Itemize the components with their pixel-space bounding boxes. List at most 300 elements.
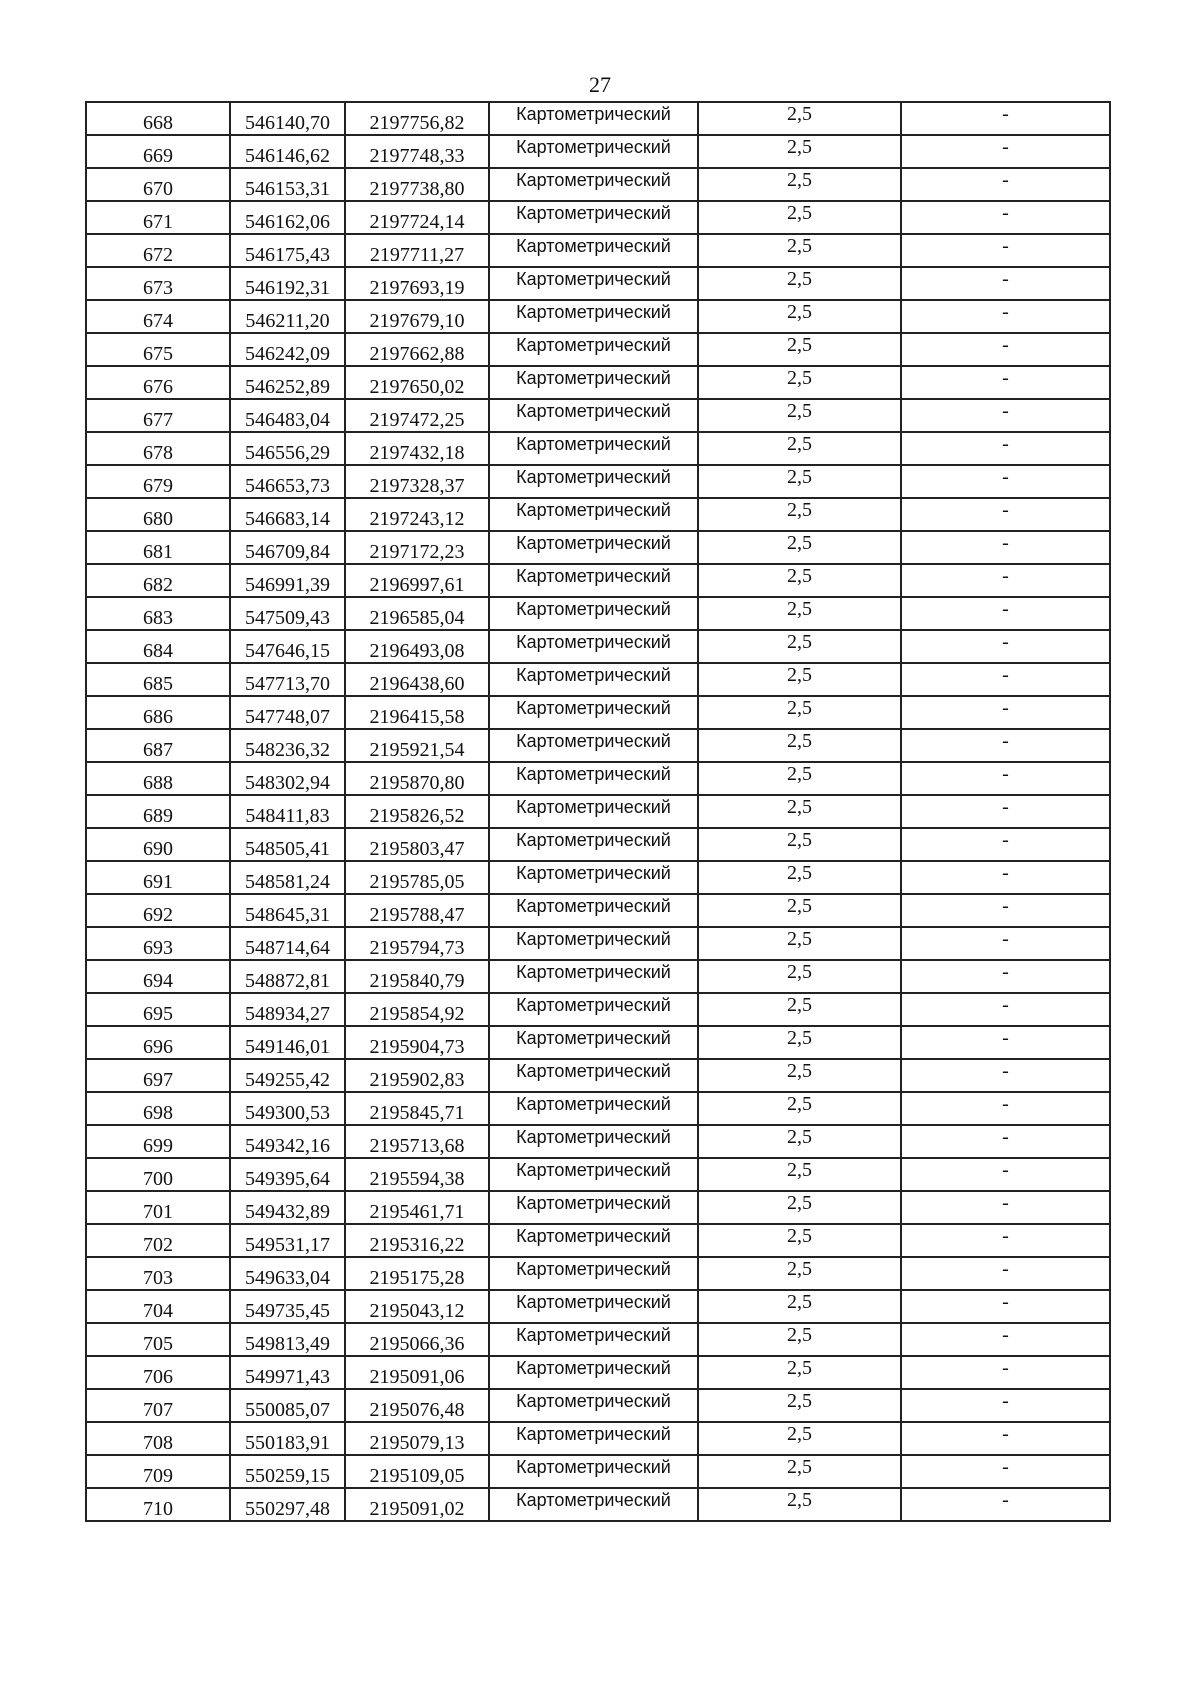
description-cell: - xyxy=(901,894,1110,927)
point-number-cell: 704 xyxy=(86,1290,230,1323)
table-row xyxy=(86,1092,1110,1125)
table-row xyxy=(86,630,1110,663)
x-coordinate-cell: 548505,41 xyxy=(230,828,345,861)
method-cell: Картометрический xyxy=(489,1356,698,1389)
method-cell: Картометрический xyxy=(489,894,698,927)
description-cell: - xyxy=(901,927,1110,960)
method-cell: Картометрический xyxy=(489,696,698,729)
method-cell: Картометрический xyxy=(489,1257,698,1290)
x-coordinate-cell: 546556,29 xyxy=(230,432,345,465)
y-coordinate-cell: 2195826,52 xyxy=(345,795,489,828)
x-coordinate-cell: 549395,64 xyxy=(230,1158,345,1191)
y-coordinate-cell: 2195794,73 xyxy=(345,927,489,960)
method-cell: Картометрический xyxy=(489,1224,698,1257)
point-number-cell: 696 xyxy=(86,1026,230,1059)
method-cell: Картометрический xyxy=(489,663,698,696)
accuracy-cell: 2,5 xyxy=(698,597,901,630)
point-number-cell: 675 xyxy=(86,333,230,366)
point-number-cell: 709 xyxy=(86,1455,230,1488)
point-number-cell: 692 xyxy=(86,894,230,927)
method-cell: Картометрический xyxy=(489,1455,698,1488)
y-coordinate-cell: 2195845,71 xyxy=(345,1092,489,1125)
table-row xyxy=(86,1356,1110,1389)
x-coordinate-cell: 549813,49 xyxy=(230,1323,345,1356)
description-cell: - xyxy=(901,102,1110,135)
description-cell: - xyxy=(901,630,1110,663)
y-coordinate-cell: 2195902,83 xyxy=(345,1059,489,1092)
x-coordinate-cell: 549971,43 xyxy=(230,1356,345,1389)
point-number-cell: 687 xyxy=(86,729,230,762)
method-cell: Картометрический xyxy=(489,762,698,795)
y-coordinate-cell: 2195870,80 xyxy=(345,762,489,795)
table-row xyxy=(86,234,1110,267)
method-cell: Картометрический xyxy=(489,1422,698,1455)
x-coordinate-cell: 547713,70 xyxy=(230,663,345,696)
table-row xyxy=(86,531,1110,564)
accuracy-cell: 2,5 xyxy=(698,960,901,993)
accuracy-cell: 2,5 xyxy=(698,432,901,465)
table-row xyxy=(86,696,1110,729)
table-row xyxy=(86,399,1110,432)
y-coordinate-cell: 2195043,12 xyxy=(345,1290,489,1323)
y-coordinate-cell: 2196415,58 xyxy=(345,696,489,729)
point-number-cell: 681 xyxy=(86,531,230,564)
point-number-cell: 697 xyxy=(86,1059,230,1092)
method-cell: Картометрический xyxy=(489,465,698,498)
method-cell: Картометрический xyxy=(489,432,698,465)
y-coordinate-cell: 2197748,33 xyxy=(345,135,489,168)
page-number: 27 xyxy=(589,72,611,97)
accuracy-cell: 2,5 xyxy=(698,927,901,960)
point-number-cell: 676 xyxy=(86,366,230,399)
method-cell: Картометрический xyxy=(489,861,698,894)
point-number-cell: 671 xyxy=(86,201,230,234)
accuracy-cell: 2,5 xyxy=(698,1224,901,1257)
table-row xyxy=(86,432,1110,465)
method-cell: Картометрический xyxy=(489,333,698,366)
point-number-cell: 694 xyxy=(86,960,230,993)
x-coordinate-cell: 546162,06 xyxy=(230,201,345,234)
table-row xyxy=(86,597,1110,630)
table-row xyxy=(86,894,1110,927)
x-coordinate-cell: 546991,39 xyxy=(230,564,345,597)
method-cell: Картометрический xyxy=(489,1125,698,1158)
accuracy-cell: 2,5 xyxy=(698,1092,901,1125)
description-cell: - xyxy=(901,135,1110,168)
point-number-cell: 702 xyxy=(86,1224,230,1257)
x-coordinate-cell: 548714,64 xyxy=(230,927,345,960)
method-cell: Картометрический xyxy=(489,1026,698,1059)
accuracy-cell: 2,5 xyxy=(698,795,901,828)
y-coordinate-cell: 2195066,36 xyxy=(345,1323,489,1356)
x-coordinate-cell: 550297,48 xyxy=(230,1488,345,1521)
table-row xyxy=(86,366,1110,399)
x-coordinate-cell: 549255,42 xyxy=(230,1059,345,1092)
x-coordinate-cell: 549735,45 xyxy=(230,1290,345,1323)
description-cell: - xyxy=(901,597,1110,630)
accuracy-cell: 2,5 xyxy=(698,1356,901,1389)
description-cell: - xyxy=(901,1488,1110,1521)
y-coordinate-cell: 2195785,05 xyxy=(345,861,489,894)
accuracy-cell: 2,5 xyxy=(698,828,901,861)
method-cell: Картометрический xyxy=(489,1191,698,1224)
method-cell: Картометрический xyxy=(489,135,698,168)
y-coordinate-cell: 2195091,02 xyxy=(345,1488,489,1521)
y-coordinate-cell: 2197679,10 xyxy=(345,300,489,333)
method-cell: Картометрический xyxy=(489,498,698,531)
y-coordinate-cell: 2195109,05 xyxy=(345,1455,489,1488)
accuracy-cell: 2,5 xyxy=(698,234,901,267)
y-coordinate-cell: 2197172,23 xyxy=(345,531,489,564)
method-cell: Картометрический xyxy=(489,1059,698,1092)
x-coordinate-cell: 549342,16 xyxy=(230,1125,345,1158)
y-coordinate-cell: 2197650,02 xyxy=(345,366,489,399)
description-cell: - xyxy=(901,861,1110,894)
point-number-cell: 699 xyxy=(86,1125,230,1158)
coordinates-table xyxy=(85,101,1111,1522)
description-cell: - xyxy=(901,432,1110,465)
accuracy-cell: 2,5 xyxy=(698,564,901,597)
method-cell: Картометрический xyxy=(489,531,698,564)
point-number-cell: 679 xyxy=(86,465,230,498)
y-coordinate-cell: 2196493,08 xyxy=(345,630,489,663)
x-coordinate-cell: 547509,43 xyxy=(230,597,345,630)
method-cell: Картометрический xyxy=(489,828,698,861)
table-row xyxy=(86,663,1110,696)
y-coordinate-cell: 2197662,88 xyxy=(345,333,489,366)
y-coordinate-cell: 2197711,27 xyxy=(345,234,489,267)
accuracy-cell: 2,5 xyxy=(698,465,901,498)
description-cell: - xyxy=(901,696,1110,729)
table-row xyxy=(86,1059,1110,1092)
point-number-cell: 685 xyxy=(86,663,230,696)
table-row xyxy=(86,465,1110,498)
table-row xyxy=(86,1125,1110,1158)
x-coordinate-cell: 546252,89 xyxy=(230,366,345,399)
accuracy-cell: 2,5 xyxy=(698,102,901,135)
accuracy-cell: 2,5 xyxy=(698,696,901,729)
description-cell: - xyxy=(901,960,1110,993)
point-number-cell: 710 xyxy=(86,1488,230,1521)
table-row xyxy=(86,1389,1110,1422)
y-coordinate-cell: 2195803,47 xyxy=(345,828,489,861)
description-cell: - xyxy=(901,762,1110,795)
table-row xyxy=(86,1323,1110,1356)
point-number-cell: 682 xyxy=(86,564,230,597)
description-cell: - xyxy=(901,333,1110,366)
table-row xyxy=(86,1191,1110,1224)
description-cell: - xyxy=(901,168,1110,201)
description-cell: - xyxy=(901,1356,1110,1389)
accuracy-cell: 2,5 xyxy=(698,399,901,432)
table-row xyxy=(86,795,1110,828)
table-row xyxy=(86,1158,1110,1191)
method-cell: Картометрический xyxy=(489,927,698,960)
description-cell: - xyxy=(901,201,1110,234)
y-coordinate-cell: 2197328,37 xyxy=(345,465,489,498)
x-coordinate-cell: 548581,24 xyxy=(230,861,345,894)
y-coordinate-cell: 2197432,18 xyxy=(345,432,489,465)
x-coordinate-cell: 546242,09 xyxy=(230,333,345,366)
y-coordinate-cell: 2195091,06 xyxy=(345,1356,489,1389)
x-coordinate-cell: 546175,43 xyxy=(230,234,345,267)
y-coordinate-cell: 2195840,79 xyxy=(345,960,489,993)
table-body xyxy=(86,102,1110,1521)
table-row xyxy=(86,267,1110,300)
point-number-cell: 708 xyxy=(86,1422,230,1455)
y-coordinate-cell: 2195904,73 xyxy=(345,1026,489,1059)
method-cell: Картометрический xyxy=(489,300,698,333)
table-row xyxy=(86,1455,1110,1488)
description-cell: - xyxy=(901,531,1110,564)
y-coordinate-cell: 2197738,80 xyxy=(345,168,489,201)
method-cell: Картометрический xyxy=(489,960,698,993)
accuracy-cell: 2,5 xyxy=(698,1158,901,1191)
accuracy-cell: 2,5 xyxy=(698,267,901,300)
table-row xyxy=(86,1026,1110,1059)
accuracy-cell: 2,5 xyxy=(698,333,901,366)
y-coordinate-cell: 2197243,12 xyxy=(345,498,489,531)
table-row xyxy=(86,828,1110,861)
point-number-cell: 701 xyxy=(86,1191,230,1224)
point-number-cell: 670 xyxy=(86,168,230,201)
description-cell: - xyxy=(901,1323,1110,1356)
description-cell: - xyxy=(901,1290,1110,1323)
table-row xyxy=(86,201,1110,234)
x-coordinate-cell: 546153,31 xyxy=(230,168,345,201)
point-number-cell: 672 xyxy=(86,234,230,267)
point-number-cell: 693 xyxy=(86,927,230,960)
method-cell: Картометрический xyxy=(489,201,698,234)
y-coordinate-cell: 2195713,68 xyxy=(345,1125,489,1158)
accuracy-cell: 2,5 xyxy=(698,894,901,927)
point-number-cell: 674 xyxy=(86,300,230,333)
method-cell: Картометрический xyxy=(489,1389,698,1422)
point-number-cell: 691 xyxy=(86,861,230,894)
accuracy-cell: 2,5 xyxy=(698,1191,901,1224)
x-coordinate-cell: 548411,83 xyxy=(230,795,345,828)
method-cell: Картометрический xyxy=(489,1092,698,1125)
point-number-cell: 678 xyxy=(86,432,230,465)
table-row xyxy=(86,1257,1110,1290)
x-coordinate-cell: 546146,62 xyxy=(230,135,345,168)
method-cell: Картометрический xyxy=(489,1290,698,1323)
point-number-cell: 668 xyxy=(86,102,230,135)
x-coordinate-cell: 550259,15 xyxy=(230,1455,345,1488)
description-cell: - xyxy=(901,465,1110,498)
description-cell: - xyxy=(901,1191,1110,1224)
method-cell: Картометрический xyxy=(489,1323,698,1356)
point-number-cell: 683 xyxy=(86,597,230,630)
description-cell: - xyxy=(901,1389,1110,1422)
accuracy-cell: 2,5 xyxy=(698,366,901,399)
description-cell: - xyxy=(901,366,1110,399)
point-number-cell: 690 xyxy=(86,828,230,861)
point-number-cell: 695 xyxy=(86,993,230,1026)
table-row xyxy=(86,993,1110,1026)
method-cell: Картометрический xyxy=(489,795,698,828)
point-number-cell: 677 xyxy=(86,399,230,432)
point-number-cell: 705 xyxy=(86,1323,230,1356)
y-coordinate-cell: 2196997,61 xyxy=(345,564,489,597)
x-coordinate-cell: 546140,70 xyxy=(230,102,345,135)
point-number-cell: 706 xyxy=(86,1356,230,1389)
x-coordinate-cell: 546709,84 xyxy=(230,531,345,564)
point-number-cell: 707 xyxy=(86,1389,230,1422)
accuracy-cell: 2,5 xyxy=(698,135,901,168)
accuracy-cell: 2,5 xyxy=(698,300,901,333)
y-coordinate-cell: 2196438,60 xyxy=(345,663,489,696)
x-coordinate-cell: 549146,01 xyxy=(230,1026,345,1059)
table-row xyxy=(86,1488,1110,1521)
table-row xyxy=(86,333,1110,366)
method-cell: Картометрический xyxy=(489,564,698,597)
table-row xyxy=(86,498,1110,531)
accuracy-cell: 2,5 xyxy=(698,531,901,564)
table-row xyxy=(86,861,1110,894)
x-coordinate-cell: 548645,31 xyxy=(230,894,345,927)
x-coordinate-cell: 548302,94 xyxy=(230,762,345,795)
accuracy-cell: 2,5 xyxy=(698,630,901,663)
method-cell: Картометрический xyxy=(489,630,698,663)
y-coordinate-cell: 2197756,82 xyxy=(345,102,489,135)
description-cell: - xyxy=(901,498,1110,531)
y-coordinate-cell: 2195175,28 xyxy=(345,1257,489,1290)
x-coordinate-cell: 546483,04 xyxy=(230,399,345,432)
y-coordinate-cell: 2197724,14 xyxy=(345,201,489,234)
x-coordinate-cell: 549432,89 xyxy=(230,1191,345,1224)
description-cell: - xyxy=(901,234,1110,267)
accuracy-cell: 2,5 xyxy=(698,762,901,795)
table-row xyxy=(86,960,1110,993)
accuracy-cell: 2,5 xyxy=(698,1323,901,1356)
description-cell: - xyxy=(901,795,1110,828)
x-coordinate-cell: 548934,27 xyxy=(230,993,345,1026)
method-cell: Картометрический xyxy=(489,993,698,1026)
method-cell: Картометрический xyxy=(489,168,698,201)
x-coordinate-cell: 550085,07 xyxy=(230,1389,345,1422)
accuracy-cell: 2,5 xyxy=(698,1290,901,1323)
description-cell: - xyxy=(901,399,1110,432)
point-number-cell: 680 xyxy=(86,498,230,531)
table-row xyxy=(86,1422,1110,1455)
method-cell: Картометрический xyxy=(489,597,698,630)
description-cell: - xyxy=(901,300,1110,333)
description-cell: - xyxy=(901,1092,1110,1125)
point-number-cell: 688 xyxy=(86,762,230,795)
x-coordinate-cell: 550183,91 xyxy=(230,1422,345,1455)
accuracy-cell: 2,5 xyxy=(698,1389,901,1422)
method-cell: Картометрический xyxy=(489,399,698,432)
description-cell: - xyxy=(901,729,1110,762)
accuracy-cell: 2,5 xyxy=(698,993,901,1026)
y-coordinate-cell: 2196585,04 xyxy=(345,597,489,630)
method-cell: Картометрический xyxy=(489,1488,698,1521)
description-cell: - xyxy=(901,993,1110,1026)
accuracy-cell: 2,5 xyxy=(698,1455,901,1488)
x-coordinate-cell: 548236,32 xyxy=(230,729,345,762)
x-coordinate-cell: 546683,14 xyxy=(230,498,345,531)
method-cell: Картометрический xyxy=(489,366,698,399)
description-cell: - xyxy=(901,1224,1110,1257)
accuracy-cell: 2,5 xyxy=(698,861,901,894)
description-cell: - xyxy=(901,1026,1110,1059)
x-coordinate-cell: 547646,15 xyxy=(230,630,345,663)
method-cell: Картометрический xyxy=(489,729,698,762)
description-cell: - xyxy=(901,1125,1110,1158)
table-row xyxy=(86,1224,1110,1257)
accuracy-cell: 2,5 xyxy=(698,168,901,201)
description-cell: - xyxy=(901,663,1110,696)
y-coordinate-cell: 2195076,48 xyxy=(345,1389,489,1422)
x-coordinate-cell: 547748,07 xyxy=(230,696,345,729)
table-row xyxy=(86,168,1110,201)
table-row xyxy=(86,729,1110,762)
method-cell: Картометрический xyxy=(489,102,698,135)
accuracy-cell: 2,5 xyxy=(698,1026,901,1059)
point-number-cell: 703 xyxy=(86,1257,230,1290)
description-cell: - xyxy=(901,1158,1110,1191)
y-coordinate-cell: 2195854,92 xyxy=(345,993,489,1026)
y-coordinate-cell: 2197693,19 xyxy=(345,267,489,300)
x-coordinate-cell: 549300,53 xyxy=(230,1092,345,1125)
accuracy-cell: 2,5 xyxy=(698,498,901,531)
point-number-cell: 700 xyxy=(86,1158,230,1191)
point-number-cell: 689 xyxy=(86,795,230,828)
table-row xyxy=(86,135,1110,168)
x-coordinate-cell: 549633,04 xyxy=(230,1257,345,1290)
description-cell: - xyxy=(901,1059,1110,1092)
y-coordinate-cell: 2197472,25 xyxy=(345,399,489,432)
x-coordinate-cell: 546192,31 xyxy=(230,267,345,300)
y-coordinate-cell: 2195594,38 xyxy=(345,1158,489,1191)
point-number-cell: 686 xyxy=(86,696,230,729)
accuracy-cell: 2,5 xyxy=(698,1488,901,1521)
accuracy-cell: 2,5 xyxy=(698,729,901,762)
table-row xyxy=(86,1290,1110,1323)
point-number-cell: 673 xyxy=(86,267,230,300)
y-coordinate-cell: 2195079,13 xyxy=(345,1422,489,1455)
y-coordinate-cell: 2195921,54 xyxy=(345,729,489,762)
accuracy-cell: 2,5 xyxy=(698,1422,901,1455)
method-cell: Картометрический xyxy=(489,267,698,300)
y-coordinate-cell: 2195461,71 xyxy=(345,1191,489,1224)
description-cell: - xyxy=(901,1422,1110,1455)
description-cell: - xyxy=(901,1455,1110,1488)
x-coordinate-cell: 548872,81 xyxy=(230,960,345,993)
method-cell: Картометрический xyxy=(489,1158,698,1191)
accuracy-cell: 2,5 xyxy=(698,201,901,234)
x-coordinate-cell: 546653,73 xyxy=(230,465,345,498)
point-number-cell: 698 xyxy=(86,1092,230,1125)
description-cell: - xyxy=(901,564,1110,597)
method-cell: Картометрический xyxy=(489,234,698,267)
x-coordinate-cell: 546211,20 xyxy=(230,300,345,333)
table-row xyxy=(86,300,1110,333)
y-coordinate-cell: 2195316,22 xyxy=(345,1224,489,1257)
table-row xyxy=(86,762,1110,795)
x-coordinate-cell: 549531,17 xyxy=(230,1224,345,1257)
accuracy-cell: 2,5 xyxy=(698,663,901,696)
description-cell: - xyxy=(901,267,1110,300)
description-cell: - xyxy=(901,1257,1110,1290)
accuracy-cell: 2,5 xyxy=(698,1059,901,1092)
point-number-cell: 684 xyxy=(86,630,230,663)
table-row xyxy=(86,564,1110,597)
description-cell: - xyxy=(901,828,1110,861)
table-row xyxy=(86,927,1110,960)
point-number-cell: 669 xyxy=(86,135,230,168)
